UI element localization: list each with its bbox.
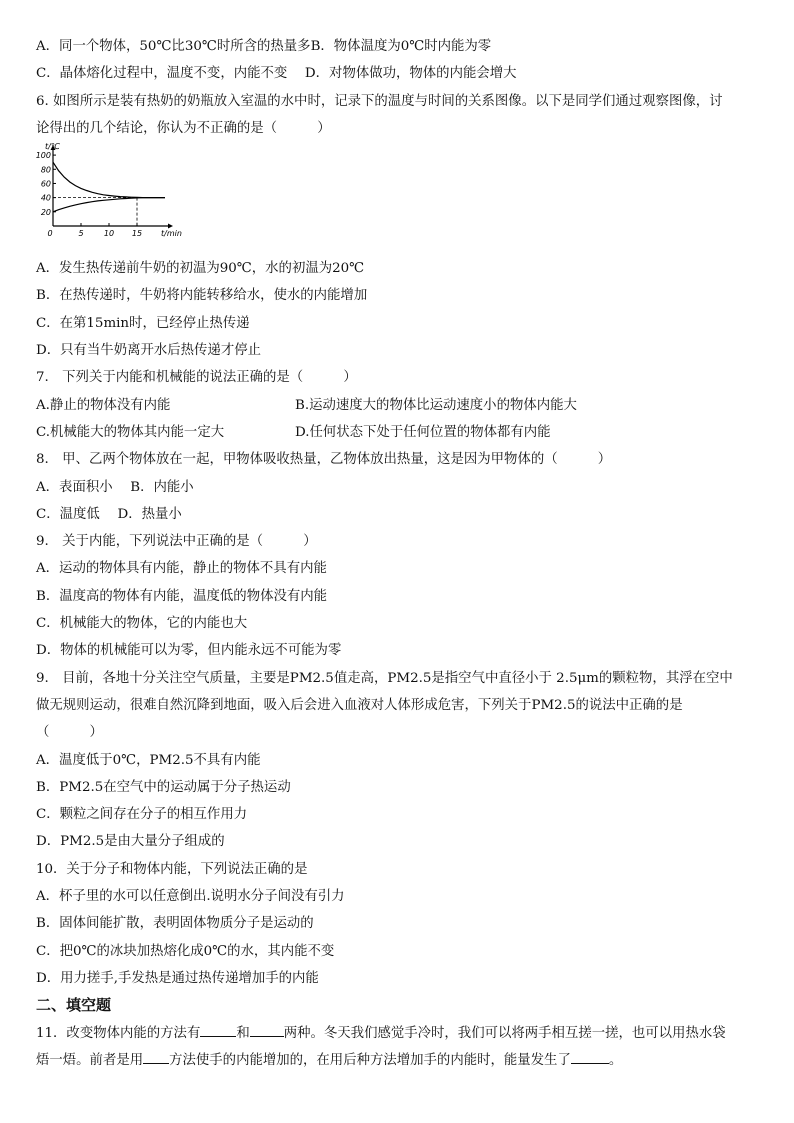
q9b-option-d: D．PM2.5是由大量分子组成的 — [36, 834, 225, 850]
y-tick-label: 60 — [40, 179, 51, 189]
q11-line1 — [36, 1020, 766, 1047]
q5-options-ab: A．同一个物体，50℃比30℃时所含的热量多B．物体温度为0℃时内能为零 — [36, 39, 492, 54]
q9b-stem-line2: 做无规则运动，很难自然沉降到地面，吸入后会进入血液对人体形成危害，下列关于PM2.5的说法中正确的是 — [36, 697, 683, 713]
water-temperature-curve — [53, 198, 165, 212]
q9b-option-a: A．温度低于0℃，PM2.5不具有内能 — [36, 752, 261, 768]
q11-text-2b: 方法使手的内能增加的，在用后种方法增加手的内能时，能量发生了 — [169, 1052, 571, 1068]
x-tick-label: 10 — [103, 229, 115, 239]
q10-stem: 10．关于分子和物体内能，下列说法正确的是 — [36, 861, 308, 877]
q9b-stem-line3: （ ） — [36, 725, 103, 741]
q7-options-cd — [36, 419, 766, 446]
q11-blank-4[interactable] — [571, 1049, 609, 1064]
q8-stem: 8. 甲、乙两个物体放在一起，甲物体吸收热量，乙物体放出热量，这是因为甲物体的（ ） — [36, 452, 612, 468]
temperature-time-chart — [36, 142, 766, 255]
q11-text-1b: 和 — [236, 1025, 250, 1041]
q9a-option-b: B．温度高的物体有内能，温度低的物体没有内能 — [36, 588, 328, 604]
q9b-stem-line1: 9. 目前，各地十分关注空气质量，主要是PM2.5值走高，PM2.5是指空气中直径小于 2.5μm的颗粒物，其浮在空中 — [36, 670, 733, 686]
q11-text-1c: 两种。冬天我们感觉手冷时，我们可以将两手相互搓一搓，也可以用热水袋 — [283, 1025, 726, 1041]
q7-options-ab — [36, 392, 766, 419]
q9a-option-a: A．运动的物体具有内能，静止的物体不具有内能 — [36, 561, 327, 577]
q7-stem: 7. 下列关于内能和机械能的说法正确的是（ ） — [36, 370, 357, 386]
q6-option-c: C．在第15min时，已经停止热传递 — [36, 315, 250, 331]
y-tick-label: 40 — [40, 193, 51, 203]
q9a-option-d: D．物体的机械能可以为零，但内能永远不可能为零 — [36, 643, 342, 659]
chart-svg — [35, 142, 182, 255]
q10-option-d: D．用力搓手,手发热是通过热传递增加手的内能 — [36, 970, 319, 986]
q11-blank-1[interactable] — [200, 1022, 236, 1037]
milk-temperature-curve — [53, 162, 165, 197]
x-axis-arrow-icon — [168, 224, 173, 229]
y-tick-label: 20 — [40, 208, 51, 218]
q7-option-c: C.机械能大的物体其内能一定大 — [36, 424, 225, 440]
q7-option-d: D.任何状态下处于任何位置的物体都有内能 — [295, 424, 551, 440]
q9b-option-c: C．颗粒之间存在分子的相互作用力 — [36, 807, 248, 823]
y-tick-label: 80 — [40, 165, 51, 175]
y-tick-label: 100 — [35, 151, 51, 161]
x-tick-label: 5 — [78, 229, 84, 239]
q10-option-a: A．杯子里的水可以任意倒出.说明水分子间没有引力 — [36, 889, 345, 905]
q11-text-2a: 焐一焐。前者是用 — [36, 1052, 144, 1068]
q6-option-d: D．只有当牛奶离开水后热传递才停止 — [36, 343, 261, 359]
q9a-option-c: C．机械能大的物体，它的内能也大 — [36, 616, 248, 632]
q6-option-a: A．发生热传递前牛奶的初温为90℃，水的初温为20℃ — [36, 261, 365, 277]
q8-options-ab: A．表面积小 B．内能小 — [36, 479, 194, 495]
q11-text-2c: 。 — [608, 1052, 623, 1068]
q6-stem-line1: 6. 如图所示是装有热奶的奶瓶放入室温的水中时，记录下的温度与时间的关系图像。以下是同学们通过观察图像，讨 — [36, 93, 723, 109]
q7-option-b: B.运动速度大的物体比运动速度小的物体内能大 — [295, 397, 577, 413]
y-axis-label: t/℃ — [45, 142, 60, 152]
chart-series — [53, 162, 165, 212]
chart-axes — [51, 145, 174, 229]
exam-page — [36, 33, 766, 1074]
q10-option-b: B．固体间能扩散，表明固体物质分子是运动的 — [36, 916, 314, 932]
q9b-option-b: B．PM2.5在空气中的运动属于分子热运动 — [36, 779, 291, 795]
q11-blank-2[interactable] — [250, 1022, 284, 1037]
q11-blank-3[interactable] — [143, 1049, 169, 1064]
q7-option-a: A.静止的物体没有内能 — [36, 397, 171, 413]
origin-label: 0 — [47, 229, 53, 239]
q11-line2 — [36, 1047, 766, 1074]
section-title-fill-in: 二、填空题 — [36, 996, 112, 1015]
q9a-stem: 9. 关于内能，下列说法中正确的是（ ） — [36, 534, 317, 550]
q10-option-c: C．把0℃的冰块加热熔化成0℃的水，其内能不变 — [36, 943, 335, 959]
q6-stem-line2: 论得出的几个结论，你认为不正确的是（ ） — [36, 120, 331, 136]
q8-options-cd: C．温度低 D．热量小 — [36, 506, 182, 522]
q11-text-1a: 11．改变物体内能的方法有 — [36, 1025, 201, 1041]
q5-options-cd: C．晶体熔化过程中，温度不变，内能不变 D．对物体做功，物体的内能会增大 — [36, 66, 517, 82]
x-tick-label: 15 — [131, 229, 143, 239]
q6-option-b: B．在热传递时，牛奶将内能转移给水，使水的内能增加 — [36, 288, 368, 304]
x-axis-label: t/min — [161, 229, 182, 239]
